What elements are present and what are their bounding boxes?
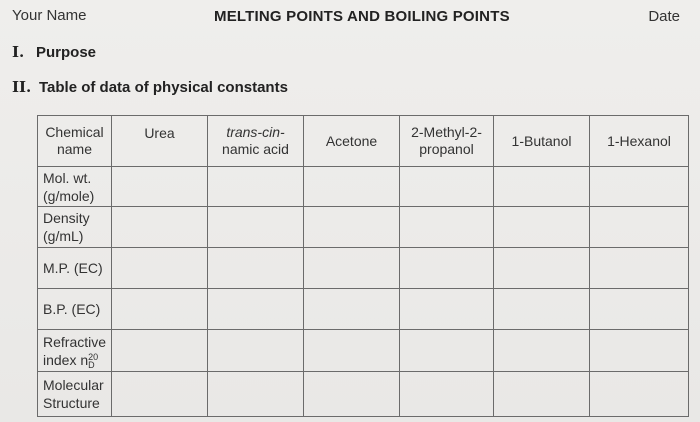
section-table-title [12, 78, 288, 96]
data-cell[interactable] [304, 372, 400, 417]
header-text: name [56, 141, 93, 157]
data-cell[interactable] [208, 330, 304, 372]
data-cell[interactable] [112, 372, 208, 417]
data-cell[interactable] [304, 248, 400, 289]
header-text: 2-Methyl-2- [411, 124, 482, 140]
data-cell[interactable] [590, 167, 689, 207]
data-cell[interactable] [400, 167, 494, 207]
data-cell[interactable] [304, 289, 400, 330]
row-label-text: Molecular [43, 377, 104, 393]
data-cell[interactable] [590, 207, 689, 248]
physical-constants-table [37, 115, 689, 417]
data-cell[interactable] [494, 167, 590, 207]
section-heading: Purpose [36, 44, 97, 61]
row-label-text: Mol. wt. [43, 169, 92, 186]
data-cell[interactable] [590, 248, 689, 289]
row-label-text: (g/mole) [43, 187, 95, 204]
row-label-refractive-index [38, 330, 112, 372]
header-cell-1-butanol [494, 116, 590, 167]
data-cell[interactable] [494, 372, 590, 417]
your-name-label: Your Name [12, 7, 87, 24]
data-cell[interactable] [590, 372, 689, 417]
section-number: II. [12, 78, 32, 96]
header-text: namic acid [222, 141, 289, 157]
date-label: Date [648, 8, 680, 25]
table-row-density [38, 207, 689, 248]
data-cell[interactable] [112, 330, 208, 372]
data-cell[interactable] [400, 372, 494, 417]
page-title: MELTING POINTS AND BOILING POINTS [214, 8, 510, 25]
table-row-melting-point [38, 248, 689, 289]
header-text: Chemical [45, 124, 104, 140]
header-cell-acetone [304, 116, 400, 167]
temperature-superscript: 20 [88, 351, 99, 362]
row-label-text: B.P. (EC) [43, 301, 101, 317]
data-cell[interactable] [400, 207, 494, 248]
header-text: trans-cin- [226, 124, 285, 140]
data-cell[interactable] [112, 248, 208, 289]
header-text: Acetone [325, 132, 378, 149]
data-cell[interactable] [590, 330, 689, 372]
table-row-mol-wt [38, 167, 689, 207]
header-text: 1-Hexanol [607, 132, 671, 149]
section-number: I. [12, 43, 25, 61]
row-label-mol-wt [38, 167, 112, 207]
d-line-subscript: D [88, 359, 95, 370]
header-text: Urea [144, 125, 175, 141]
data-cell[interactable] [112, 207, 208, 248]
data-cell[interactable] [112, 289, 208, 330]
data-cell[interactable] [112, 167, 208, 207]
section-heading: Table of data of physical constants [39, 79, 288, 96]
data-cell[interactable] [590, 289, 689, 330]
header-cell-urea [112, 116, 208, 167]
row-label-molecular-structure [38, 372, 112, 417]
row-label-melting-point [38, 248, 112, 289]
row-label-text: Density [43, 210, 90, 226]
header-text: 1-Butanol [511, 132, 572, 149]
data-cell[interactable] [494, 330, 590, 372]
header-text: propanol [419, 141, 474, 157]
header-cell-chemical-name [38, 116, 112, 167]
data-cell[interactable] [304, 330, 400, 372]
row-label-text: Structure [43, 395, 100, 411]
header-cell-1-hexanol [590, 116, 689, 167]
table-header-row [38, 116, 689, 167]
row-label-text: M.P. (EC) [43, 260, 103, 276]
section-purpose [12, 43, 96, 61]
row-label-text: Refractive [43, 333, 107, 350]
header-cell-2-methyl-2-propanol [400, 116, 494, 167]
table-row-molecular-structure [38, 372, 689, 417]
data-cell[interactable] [400, 289, 494, 330]
table-row-boiling-point [38, 289, 689, 330]
header-cell-trans-cinnamic-acid [208, 116, 304, 167]
row-label-boiling-point [38, 289, 112, 330]
row-label-text: (g/mL) [43, 228, 84, 244]
data-cell[interactable] [494, 289, 590, 330]
refractive-index-symbol: index n [43, 351, 89, 368]
row-label-density [38, 207, 112, 248]
data-cell[interactable] [494, 248, 590, 289]
data-cell[interactable] [208, 248, 304, 289]
data-cell[interactable] [208, 372, 304, 417]
table-row-refractive-index [38, 330, 689, 372]
data-cell[interactable] [304, 207, 400, 248]
data-cell[interactable] [304, 167, 400, 207]
data-cell[interactable] [208, 289, 304, 330]
data-cell[interactable] [494, 207, 590, 248]
data-cell[interactable] [208, 167, 304, 207]
data-cell[interactable] [208, 207, 304, 248]
row-label-text [43, 351, 111, 369]
data-cell[interactable] [400, 330, 494, 372]
data-cell[interactable] [400, 248, 494, 289]
